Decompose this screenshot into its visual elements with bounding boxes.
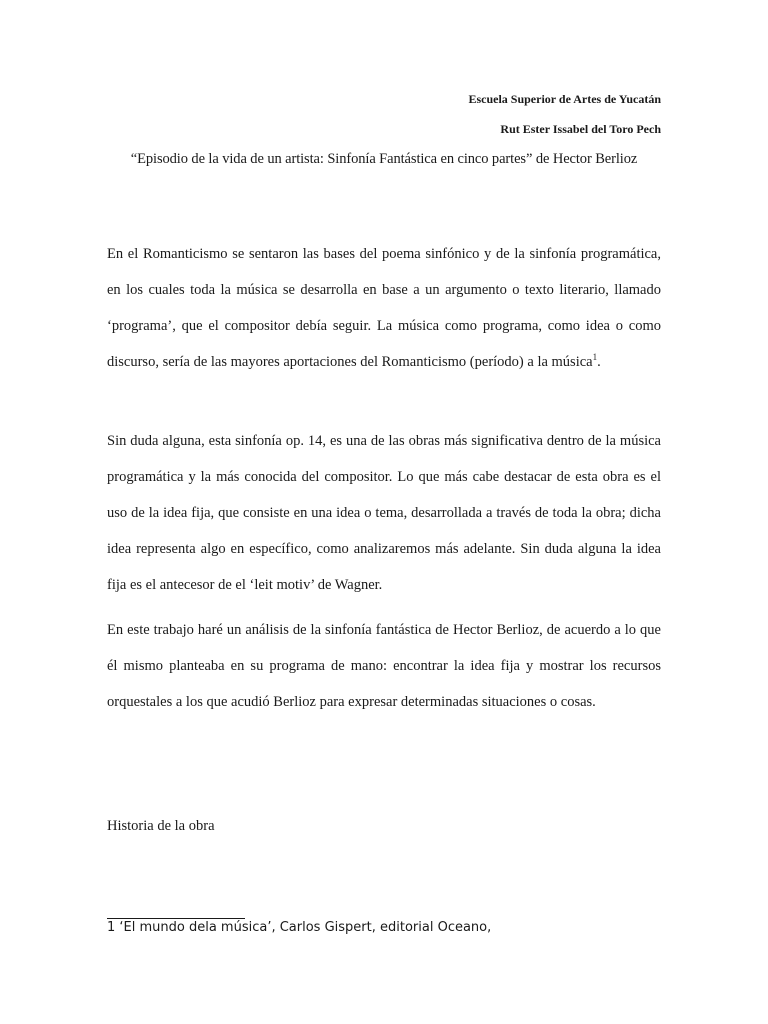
paragraph-3: En este trabajo haré un análisis de la sinfonía fantástica de Hector Berlioz, de acuerdo a lo que él mismo planteaba en su programa de mano: encontrar la idea fija y mostrar los recursos orquestales a los que acudió Berlioz para expresar determinadas situaciones o cosas. — [107, 622, 661, 710]
document-title: “Episodio de la vida de un artista: Sinfonía Fantástica en cinco partes” de Hector Berlioz — [130, 151, 638, 167]
header-author: Rut Ester Issabel del Toro Pech — [500, 122, 661, 136]
paragraph-1-text: En el Romanticismo se sentaron las bases del poema sinfónico y de la sinfonía programática, en los cuales toda la música se desarrolla en base a un argumento o texto literario, llamado ‘programa’, que el compositor debía seguir. La música como programa, como idea o como discurso, sería de las mayores aportaciones del Romanticismo (período) a la música — [107, 246, 661, 370]
footnote: 1 ‘El mundo dela música’, Carlos Gispert, editorial Oceano, — [107, 920, 492, 935]
footnote-separator — [107, 918, 245, 919]
paragraph-1 — [107, 236, 661, 380]
header-school: Escuela Superior de Artes de Yucatán — [468, 92, 661, 106]
paragraph-2: Sin duda alguna, esta sinfonía op. 14, es una de las obras más significativa dentro de la música programática y la más conocida del compositor. Lo que más cabe destacar de esta obra es el uso de la idea fija, que consiste en una idea o tema, desarrollada a través de toda la obra; dicha idea representa algo en específico, como analizaremos más adelante. Sin duda alguna la idea fija es el antecesor de el ‘leit motiv’ de Wagner. — [107, 433, 661, 593]
paragraph-1-end: . — [597, 354, 601, 370]
footnote-reference: 1 — [592, 352, 598, 363]
section-heading: Historia de la obra — [107, 818, 215, 834]
